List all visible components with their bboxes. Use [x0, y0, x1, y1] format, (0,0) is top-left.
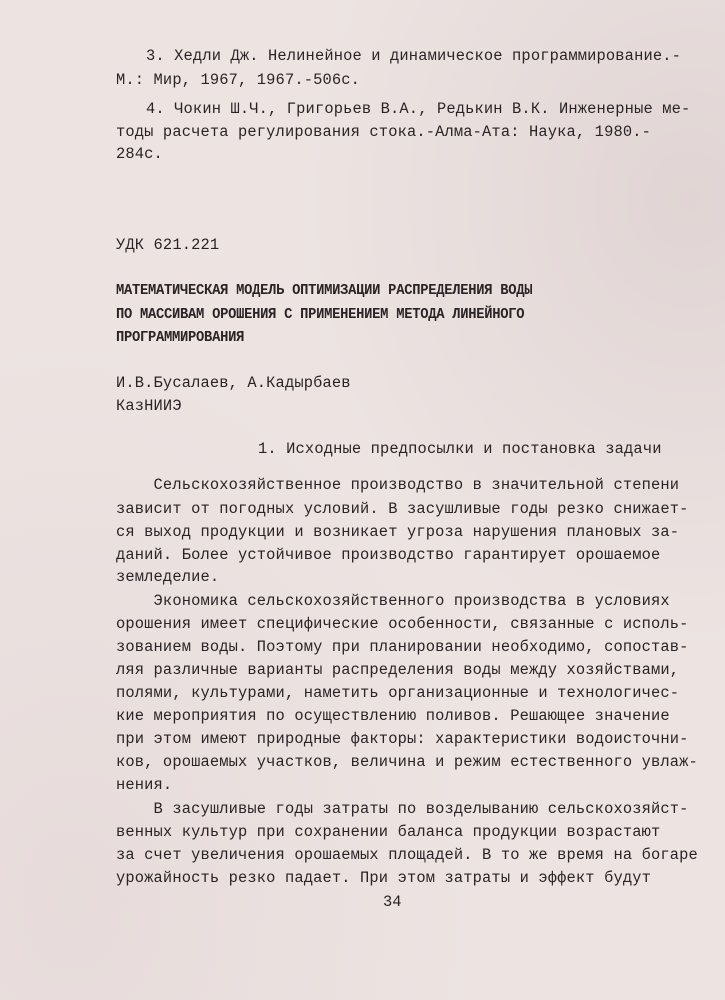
section-heading: 1. Исходные предпосылки и постановка задачи: [258, 440, 662, 458]
article-authors: И.В.Бусалаев, А.Кадырбаев: [116, 374, 351, 392]
paragraph-2-line-5: полями, культурами, наметить организационные и технологичес-: [116, 684, 680, 702]
page-number: 34: [383, 893, 402, 911]
paragraph-2-line-3: зованием воды. Поэтому при планировании необходимо, сопостав-: [116, 638, 689, 656]
reference-3-line-1: 3. Хедли Дж. Нелинейное и динамическое программирование.-: [146, 47, 681, 65]
paragraph-3-line-4: урожайность резко падает. При этом затраты и эффект будут: [116, 869, 651, 887]
paragraph-3-line-2: венных культур при сохранении баланса продукции возрастают: [116, 823, 661, 841]
author-affiliation: КазНИИЭ: [116, 397, 182, 415]
paragraph-2-line-2: орошения имеет специфические особенности, связанные с исполь-: [116, 615, 689, 633]
paragraph-1-line-3: ся выход продукции и возникает угроза нарушения плановых за-: [116, 523, 680, 541]
article-title-line-2: ПО МАССИВАМ ОРОШЕНИЯ С ПРИМЕНЕНИЕМ МЕТОДА ЛИНЕЙНОГО: [116, 306, 525, 323]
paragraph-1-line-1: Сельскохозяйственное производство в значительной степени: [116, 476, 680, 494]
reference-4-line-1: 4. Чокин Ш.Ч., Григорьев В.А., Редькин В.К. Инженерные ме-: [146, 100, 691, 118]
paragraph-2-line-6: кие мероприятия по осуществлению поливов. Решающее значение: [116, 707, 670, 725]
paragraph-1-line-4: даний. Более устойчивое производство гарантирует орошаемое: [116, 546, 661, 564]
reference-4-line-2: тоды расчета регулирования стока.-Алма-Ата: Наука, 1980.-: [116, 123, 651, 141]
article-title-line-1: МАТЕМАТИЧЕСКАЯ МОДЕЛЬ ОПТИМИЗАЦИИ РАСПРЕДЕЛЕНИЯ ВОДЫ: [116, 282, 533, 299]
paragraph-1-line-2: зависит от погодных условий. В засушливые годы резко снижает-: [116, 500, 689, 518]
udk-code: УДК 621.221: [116, 236, 220, 254]
article-title-line-3: ПРОГРАММИРОВАНИЯ: [116, 329, 245, 346]
paragraph-3-line-1: В засушливые годы затраты по возделыванию сельскохозяйст-: [116, 800, 689, 818]
paragraph-2-line-1: Экономика сельскохозяйственного производства в условиях: [116, 592, 670, 610]
paragraph-1-line-5: земледелие.: [116, 568, 220, 586]
paragraph-2-line-8: ков, орошаемых участков, величина и режим естественного увлаж-: [116, 753, 698, 771]
paragraph-2-line-9: нения.: [116, 776, 173, 794]
paragraph-3-line-3: за счет увеличения орошаемых площадей. В то же время на богаре: [116, 846, 698, 864]
paragraph-2-line-7: при этом имеют природные факторы: характеристики водоисточни-: [116, 730, 689, 748]
reference-3-line-2: М.: Мир, 1967, 1967.-506с.: [116, 71, 361, 89]
reference-4-line-3: 284с.: [116, 145, 163, 163]
paragraph-2-line-4: ляя различные варианты распределения воды между хозяйствами,: [116, 661, 680, 679]
